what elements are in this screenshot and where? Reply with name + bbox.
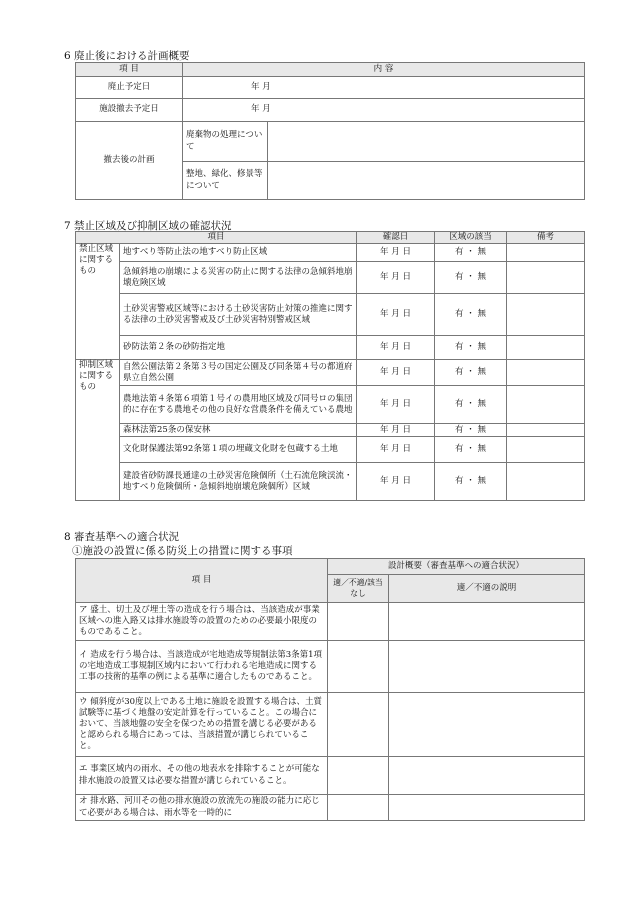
explain-cell bbox=[389, 757, 585, 795]
zone-item: 地すべり等防止法の地すべり防止区域 bbox=[120, 244, 357, 262]
section-7-heading: 7 禁止区域及び抑制区域の確認状況 bbox=[64, 220, 232, 232]
note-cell bbox=[507, 244, 585, 262]
check-date: 年 月 日 bbox=[357, 294, 435, 336]
note-cell bbox=[507, 262, 585, 294]
plan-value bbox=[268, 122, 585, 162]
row-label: 施設撤去予定日 bbox=[76, 99, 183, 122]
note-cell bbox=[507, 463, 585, 501]
check-date: 年 月 日 bbox=[357, 336, 435, 360]
zone-status: 有 ・ 無 bbox=[435, 336, 507, 360]
zone-status: 有 ・ 無 bbox=[435, 360, 507, 386]
plan-label: 撤去後の計画 bbox=[76, 122, 183, 200]
section-6-heading: 6 廃止後における計画概要 bbox=[64, 50, 190, 62]
zone-item: 砂防法第２条の砂防指定地 bbox=[120, 336, 357, 360]
row-value: 年 月 bbox=[183, 99, 585, 122]
check-date: 年 月 日 bbox=[357, 262, 435, 294]
zone-status: 有 ・ 無 bbox=[435, 262, 507, 294]
col-item: 項 目 bbox=[76, 559, 328, 603]
row-value: 年 月 bbox=[183, 77, 585, 99]
check-date: 年 月 日 bbox=[357, 437, 435, 463]
check-date: 年 月 日 bbox=[357, 244, 435, 262]
zone-status: 有 ・ 無 bbox=[435, 424, 507, 437]
col-explain: 適／不適の説明 bbox=[389, 575, 585, 603]
criteria-row: ウ 傾斜度が30度以上である土地に施設を設置する場合は、土質試験等に基づく地盤の安定計算を行っていること。この場合において、当該地盤の安全を保つための措置を講じる必要があると認められる場合にあっては、当該措置が講じられていること。 bbox=[76, 693, 328, 757]
zone-item: 土砂災害警戒区域等における土砂災害防止対策の推進に関する法律の土砂災害警戒及び土砂災害特別警戒区域 bbox=[120, 294, 357, 336]
col-summary: 設計概要（審査基準への適合状況） bbox=[328, 559, 585, 575]
criteria-row: イ 造成を行う場合は、当該造成が宅地造成等規制法第3条第1項の宅地造成工事規制区域内において行われる宅地造成に関する工事の技術的基準の例による基準に適合したものであること。 bbox=[76, 641, 328, 693]
col-item: 項目 bbox=[76, 232, 357, 244]
explain-cell bbox=[389, 641, 585, 693]
zone-item: 農地法第４条第６項第１号イの農用地区域及び同号ロの集団的に存在する農地その他の良好な営農条件を備えている農地 bbox=[120, 386, 357, 424]
zone-status: 有 ・ 無 bbox=[435, 463, 507, 501]
zone-item: 建設省砂防課長通達の土砂災害危険個所（土石流危険渓流・地すべり危険個所・急傾斜地崩壊危険個所）区域 bbox=[120, 463, 357, 501]
explain-cell bbox=[389, 603, 585, 641]
note-cell bbox=[507, 360, 585, 386]
zone-item: 自然公園法第２条第３号の国定公園及び同条第４号の都道府県立自然公園 bbox=[120, 360, 357, 386]
fit-cell bbox=[328, 757, 389, 795]
note-cell bbox=[507, 294, 585, 336]
check-date: 年 月 日 bbox=[357, 360, 435, 386]
fit-cell bbox=[328, 603, 389, 641]
check-date: 年 月 日 bbox=[357, 463, 435, 501]
zone-item: 急傾斜地の崩壊による災害の防止に関する法律の急傾斜地崩壊危険区域 bbox=[120, 262, 357, 294]
plan-table bbox=[75, 62, 585, 200]
plan-sub: 廃棄物の処理について bbox=[183, 122, 268, 162]
zone-item: 森林法第25条の保安林 bbox=[120, 424, 357, 437]
criteria-table bbox=[75, 558, 585, 821]
col-date: 確認日 bbox=[357, 232, 435, 244]
zone-status: 有 ・ 無 bbox=[435, 294, 507, 336]
section-8-subheading: ①施設の設置に係る防災上の措置に関する事項 bbox=[72, 545, 293, 557]
col-fit: 適／不適/該当なし bbox=[328, 575, 389, 603]
note-cell bbox=[507, 437, 585, 463]
criteria-row: ア 盛土、切土及び埋土等の造成を行う場合は、当該造成が事業区域への進入路又は排水施設等の設置のための必要最小限度のものであること。 bbox=[76, 603, 328, 641]
zone-status: 有 ・ 無 bbox=[435, 386, 507, 424]
group-label: 抑制区域に関するもの bbox=[76, 360, 120, 501]
explain-cell bbox=[389, 795, 585, 821]
criteria-row: オ 排水路、河川その他の排水施設の放流先の施設の能力に応じて必要がある場合は、雨水等を一時的に bbox=[76, 795, 328, 821]
zone-item: 文化財保護法第92条第１項の埋蔵文化財を包蔵する土地 bbox=[120, 437, 357, 463]
fit-cell bbox=[328, 641, 389, 693]
col-status: 区域の該当 bbox=[435, 232, 507, 244]
fit-cell bbox=[328, 795, 389, 821]
row-label: 廃止予定日 bbox=[76, 77, 183, 99]
section-8-heading: 8 審査基準への適合状況 bbox=[64, 531, 180, 543]
note-cell bbox=[507, 386, 585, 424]
check-date: 年 月 日 bbox=[357, 424, 435, 437]
note-cell bbox=[507, 336, 585, 360]
check-date: 年 月 日 bbox=[357, 386, 435, 424]
criteria-row: エ 事業区域内の雨水、その他の地表水を排除することが可能な排水施設の設置又は必要な措置が講じられていること。 bbox=[76, 757, 328, 795]
plan-value bbox=[268, 162, 585, 200]
col-item: 項 目 bbox=[76, 63, 183, 77]
zone-status: 有 ・ 無 bbox=[435, 437, 507, 463]
col-content: 内 容 bbox=[183, 63, 585, 77]
fit-cell bbox=[328, 693, 389, 757]
explain-cell bbox=[389, 693, 585, 757]
zone-table bbox=[75, 231, 585, 501]
col-note: 備考 bbox=[507, 232, 585, 244]
note-cell bbox=[507, 424, 585, 437]
group-label: 禁止区域に関するもの bbox=[76, 244, 120, 360]
plan-sub: 整地、緑化、修景等について bbox=[183, 162, 268, 200]
zone-status: 有 ・ 無 bbox=[435, 244, 507, 262]
